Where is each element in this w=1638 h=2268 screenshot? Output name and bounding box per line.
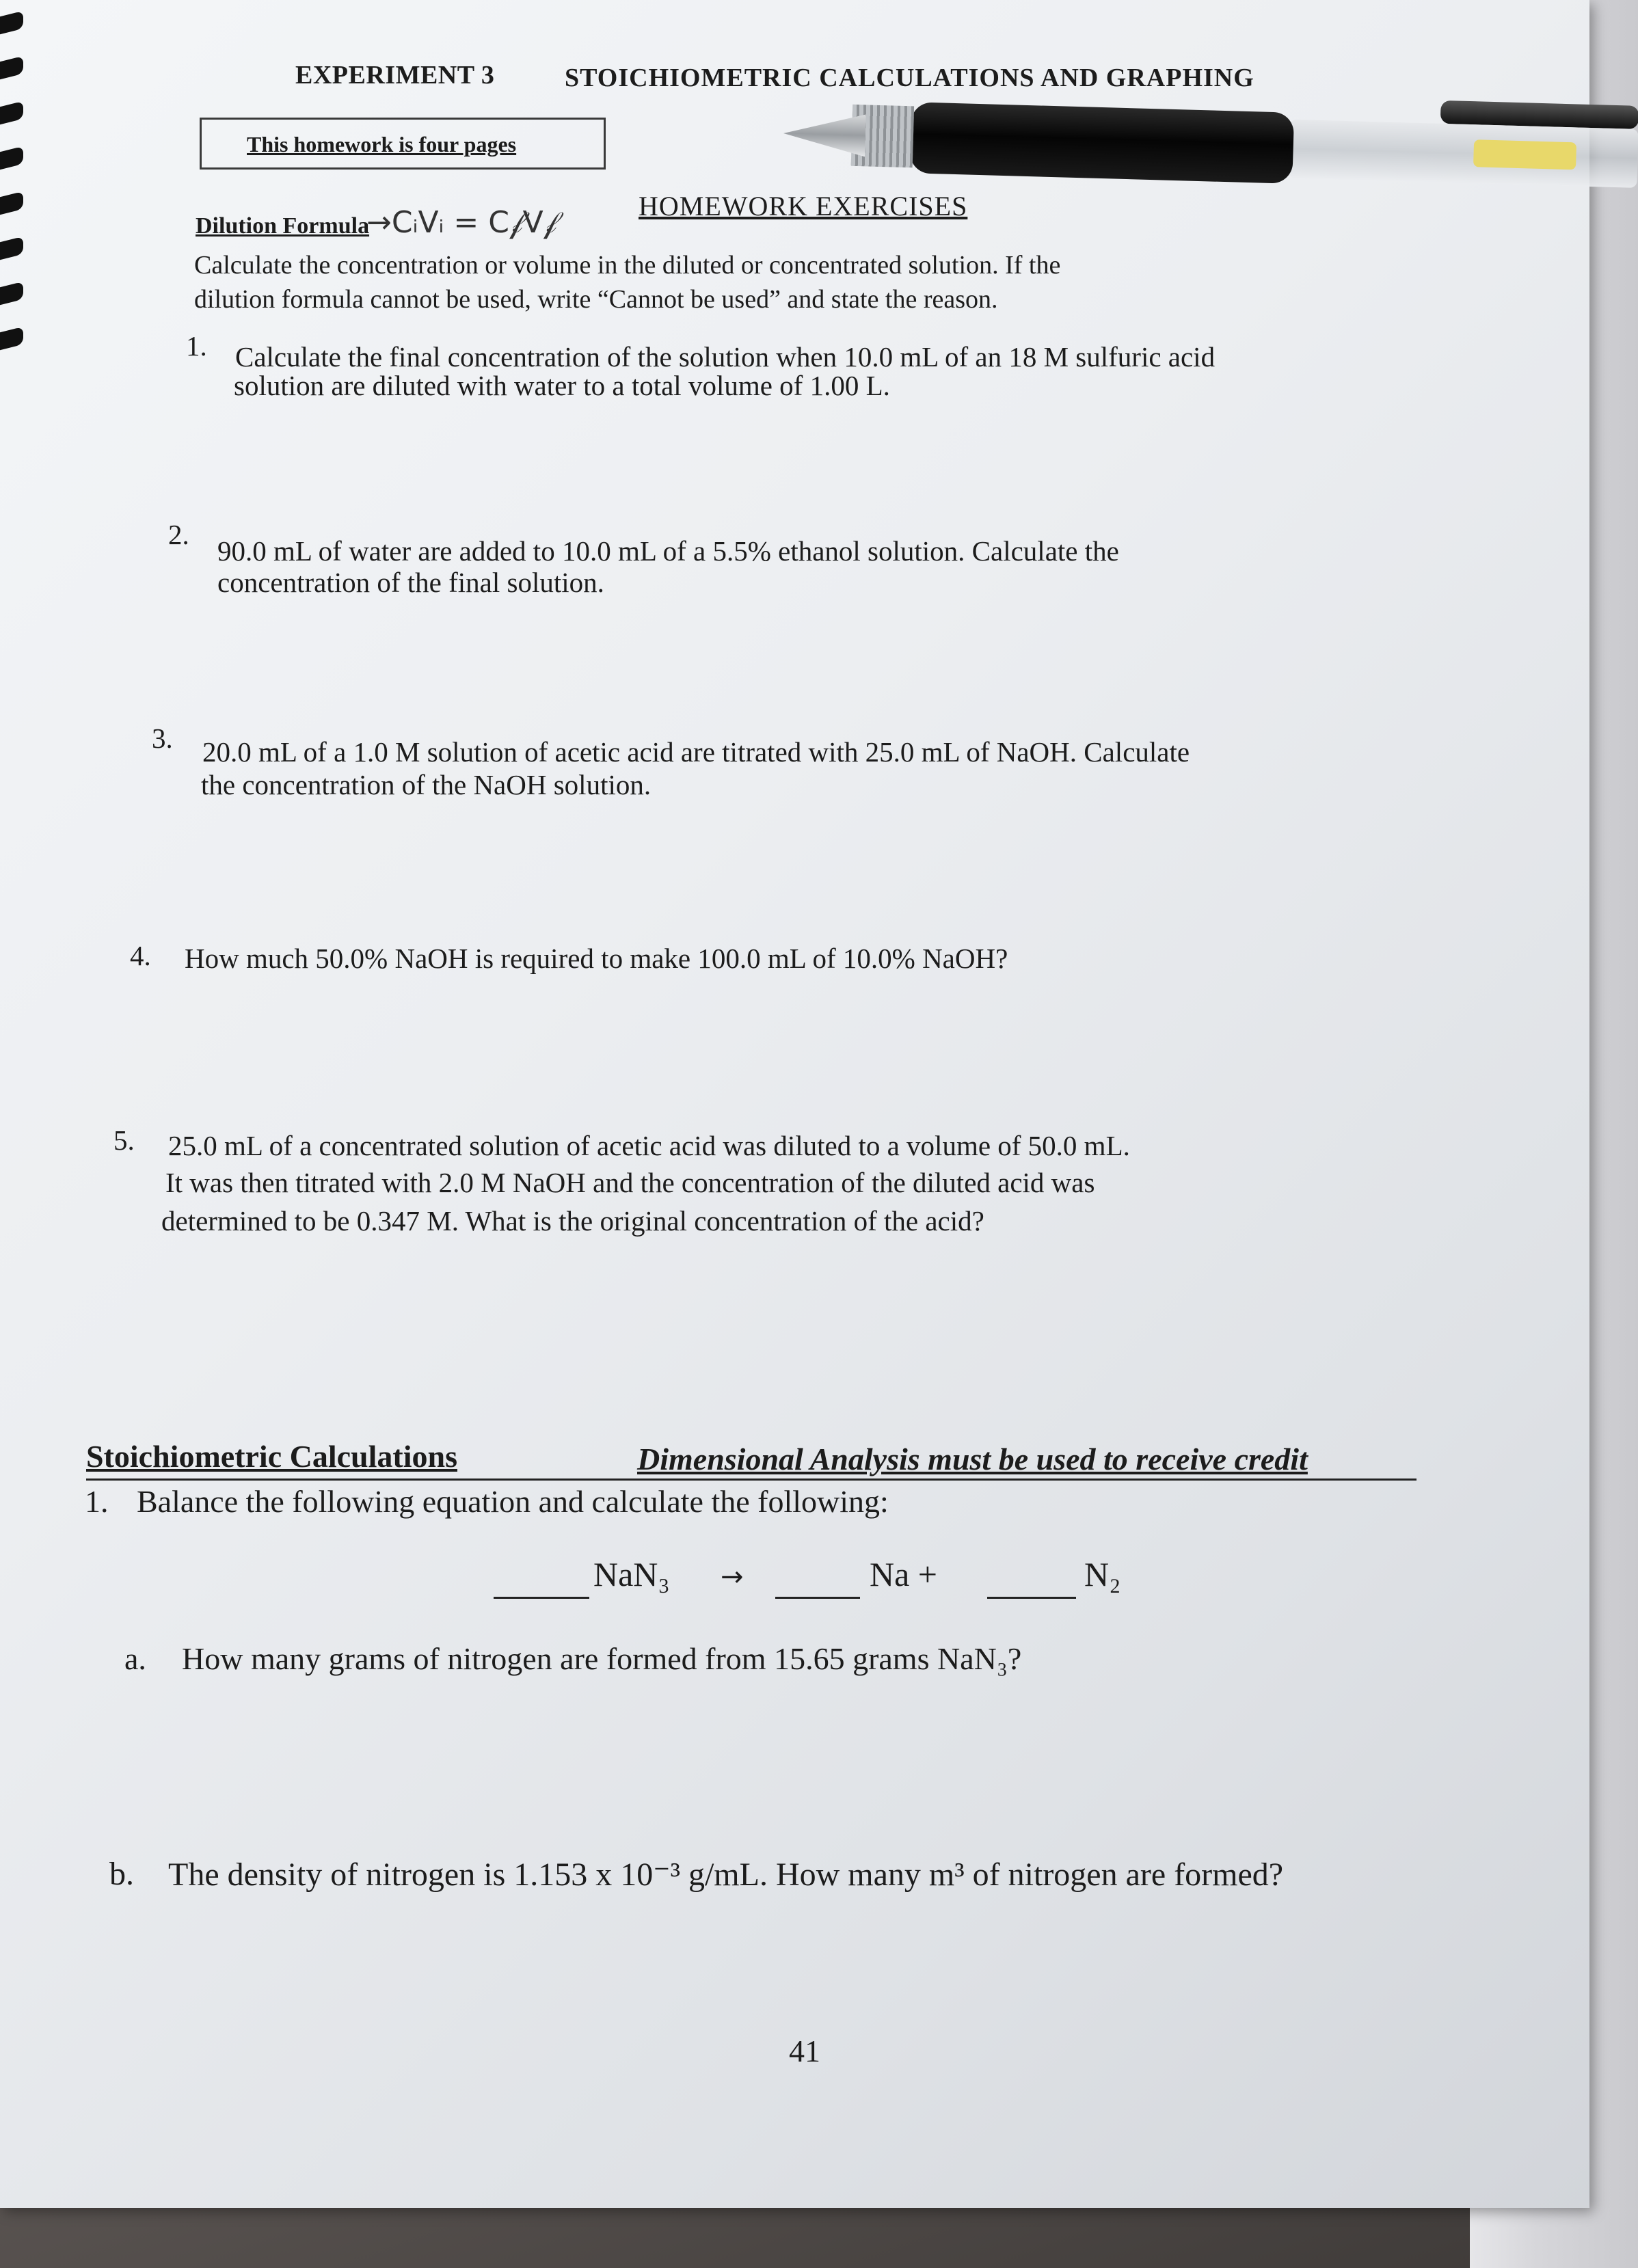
equation-reactant: NaN₃: [593, 1555, 670, 1593]
part-b-text: The density of nitrogen is 1.153 x 10⁻³ g/mL. How many m³ of nitrogen are formed?: [168, 1857, 1284, 1893]
question-3-line-1: 20.0 mL of a 1.0 M solution of acetic acid are titrated with 25.0 mL of NaOH. Calculate: [202, 736, 1190, 768]
part-a-label: a.: [124, 1641, 146, 1676]
experiment-number: EXPERIMENT 3: [295, 61, 495, 90]
dilution-instructions-line-1: Calculate the concentration or volume in the diluted or concentrated solution. If the: [194, 251, 1061, 280]
question-3-number: 3.: [152, 723, 173, 754]
question-3-line-2: the concentration of the NaOH solution.: [201, 769, 652, 800]
reaction-arrow: →: [721, 1561, 744, 1593]
question-2-line-2: concentration of the final solution.: [217, 567, 604, 598]
pen-ink-cartridge: [1473, 139, 1576, 170]
question-1-number: 1.: [186, 330, 207, 362]
stoich-question-1-number: 1.: [85, 1484, 109, 1519]
pen-tip: [783, 112, 866, 157]
question-2-number: 2.: [168, 519, 189, 550]
dimensional-analysis-note: Dimensional Analysis must be used to receive credit: [637, 1442, 1308, 1476]
question-5-line-3: determined to be 0.347 M. What is the original concentration of the acid?: [161, 1205, 984, 1237]
notice-text: This homework is four pages: [247, 132, 517, 157]
pen-rubber-grip: [909, 102, 1294, 184]
stoich-question-1-text: Balance the following equation and calculate the following:: [137, 1484, 889, 1519]
question-4-line-1: How much 50.0% NaOH is required to make 100.0 mL of 10.0% NaOH?: [185, 943, 1008, 974]
question-1-line-1: Calculate the final concentration of the solution when 10.0 mL of an 18 M sulfuric acid: [235, 341, 1216, 373]
experiment-title: STOICHIOMETRIC CALCULATIONS AND GRAPHING: [565, 64, 1254, 92]
stoichiometry-heading: Stoichiometric Calculations: [86, 1439, 457, 1474]
homework-title: HOMEWORK EXERCISES: [639, 191, 968, 221]
question-1-line-2: solution are diluted with water to a total volume of 1.00 L.: [234, 370, 890, 401]
coefficient-blank-2[interactable]: [775, 1597, 860, 1599]
question-4-number: 4.: [130, 940, 151, 971]
equation-product-2: N₂: [1084, 1555, 1121, 1593]
handwritten-formula: →CᵢVᵢ = C𝒻V𝒻: [366, 205, 557, 240]
heading-rule: [86, 1479, 1417, 1481]
equation-product-1: Na +: [870, 1555, 937, 1593]
page-number: 41: [789, 2034, 820, 2068]
question-5-number: 5.: [113, 1124, 135, 1156]
part-a-text: How many grams of nitrogen are formed from 15.65 grams NaN₃?: [182, 1641, 1022, 1676]
dilution-instructions-line-2: dilution formula cannot be used, write “Cannot be used” and state the reason.: [194, 285, 998, 314]
pen-barrel: [1288, 120, 1638, 188]
coefficient-blank-3[interactable]: [987, 1597, 1076, 1599]
question-5-line-2: It was then titrated with 2.0 M NaOH and the concentration of the diluted acid was: [165, 1167, 1095, 1198]
dilution-formula-label: Dilution Formula: [196, 213, 370, 239]
coefficient-blank-1[interactable]: [494, 1597, 589, 1599]
spiral-binding: [0, 0, 48, 615]
question-5-line-1: 25.0 mL of a concentrated solution of acetic acid was diluted to a volume of 50.0 mL.: [168, 1130, 1130, 1161]
notice-box: [200, 118, 606, 170]
question-2-line-1: 90.0 mL of water are added to 10.0 mL of a 5.5% ethanol solution. Calculate the: [217, 535, 1119, 567]
part-b-label: b.: [109, 1856, 134, 1892]
